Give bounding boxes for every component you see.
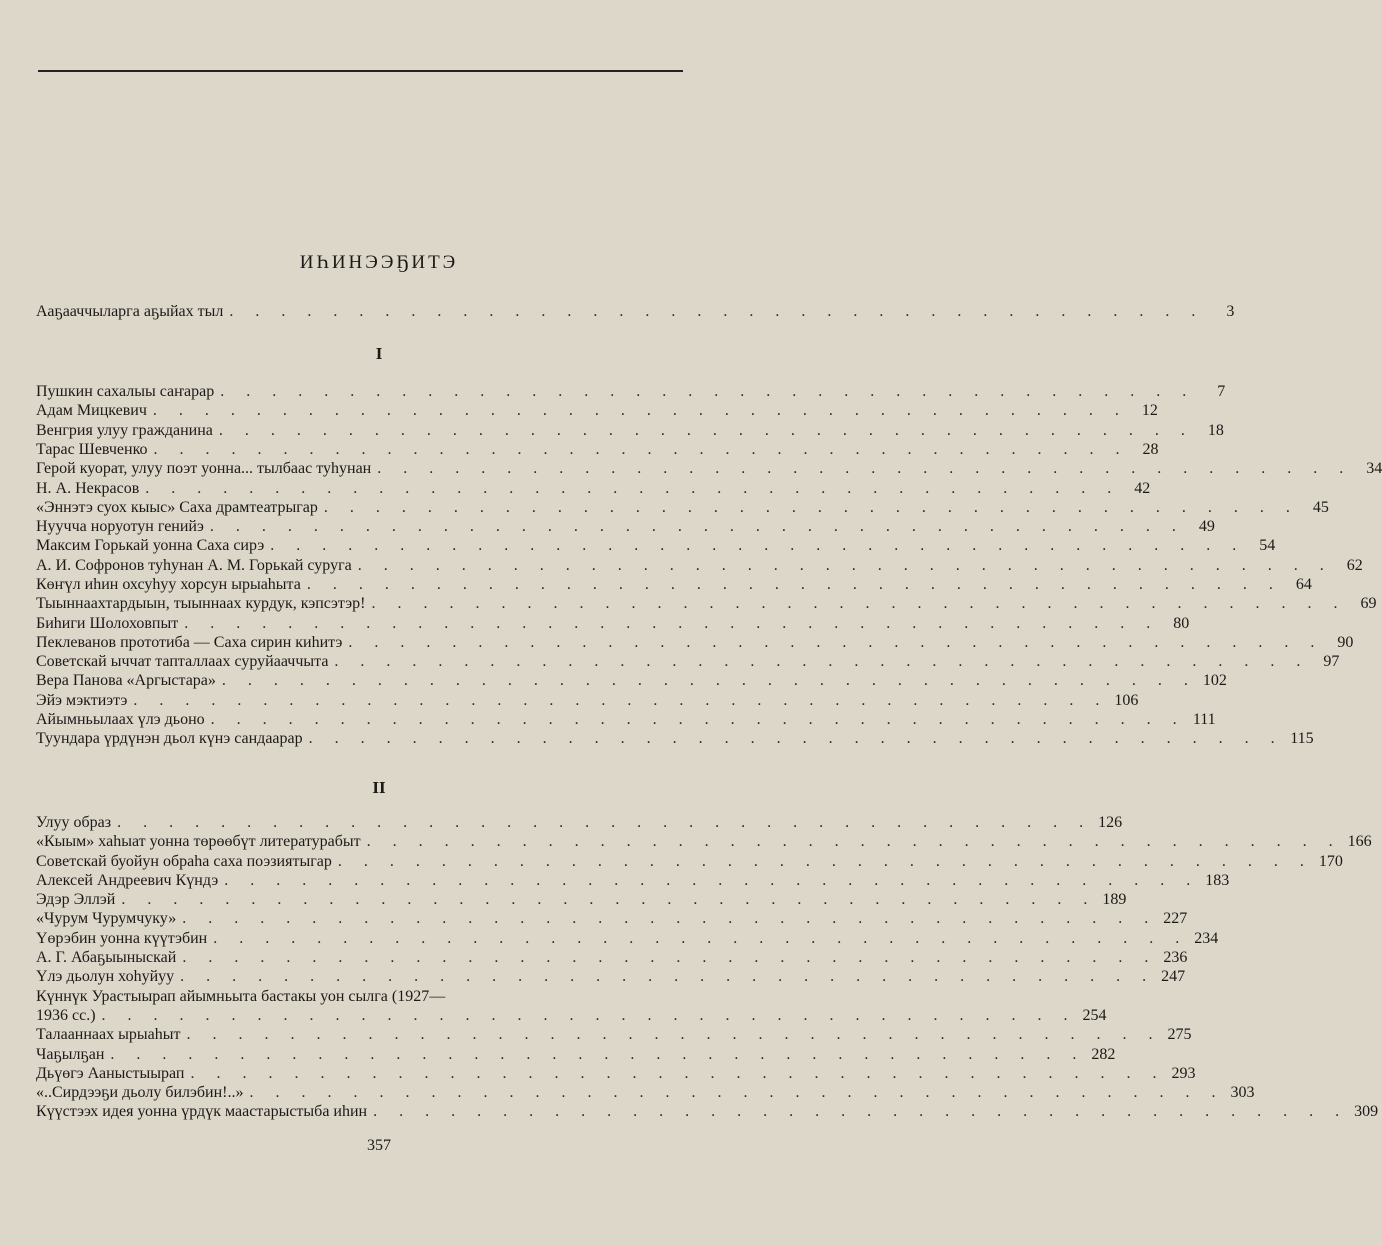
toc-entry [36,556,1363,576]
toc-entry-page: 28 [1142,441,1159,458]
toc-entry-page: 12 [1141,402,1158,419]
toc-entry-page: 3 [1226,303,1235,320]
toc-entry-page: 90 [1337,634,1354,651]
toc-entry [36,652,1340,672]
toc-entry-title: Үлэ дьолун хоһуйуу [36,968,175,985]
toc-entry-page: 227 [1163,910,1188,927]
toc-entry [36,421,1224,441]
toc-entry-page: 49 [1198,518,1215,535]
toc-entry [36,1102,1379,1122]
toc-entry-page: 126 [1098,814,1123,831]
toc-entry [36,890,1127,910]
dot-leader: . . . . . . . . . . . . . . . . . . . . . . . . . . . . . . . . . . . . . . [182,949,1158,966]
toc-entry [36,614,1190,634]
toc-entry-page: 303 [1230,1084,1255,1101]
dot-leader: . . . . . . . . . . . . . . . . . . . . . . . . . . . . . . . . . . . . . . [213,930,1189,947]
toc-entry-title: «..Сирдээҕи дьолу билэбин!..» [36,1084,244,1101]
toc-entry-title: Пеклеванов прототиба — Саха сирин киһитэ [36,634,343,651]
toc-entry-page: 183 [1205,872,1230,889]
dot-leader: . . . . . . . . . . . . . . . . . . . . . . . . . . . . . . . . . . . . . . [220,383,1196,400]
toc-entry-page: 247 [1161,968,1186,985]
toc-entry [36,1025,1192,1045]
dot-leader: . . . . . . . . . . . . . . . . . . . . . . . . . . . . . . . . . . . . . . [117,814,1093,831]
toc-entry [36,536,1276,556]
dot-leader: . . . . . . . . . . . . . . . . . . . . . . . . . . . . . . . . . . . . . . [371,595,1347,612]
toc-entry-page: 236 [1163,949,1188,966]
toc-entry-title: Алексей Андреевич Күндэ [36,872,219,889]
toc-entry-page: 170 [1318,853,1343,870]
toc-entry [36,440,1159,460]
dot-leader: . . . . . . . . . . . . . . . . . . . . . . . . . . . . . . . . . . . . . . [357,557,1333,574]
toc-entry-title: Советскай буойун обраһа саха поэзиятыгар [36,853,332,870]
dot-leader: . . . . . . . . . . . . . . . . . . . . . . . . . . . . . . . . . . . . . . [334,653,1310,670]
toc-entry-title: Көҥүл иһин охсуһуу хорсун ырыаһыта [36,576,301,593]
toc-entry-page: 62 [1346,557,1363,574]
toc-entry-page: 18 [1207,422,1224,439]
toc-entry-title: Күүстээх идея уонна үрдүк маастарыстыба иһин [36,1103,368,1120]
toc-entry-title: Дьүөгэ Ааныстыырап [36,1065,185,1082]
toc-entry-title: Вера Панова «Аргыстара» [36,672,216,689]
toc-entry-page: 293 [1171,1065,1196,1082]
section-numeral: II [372,778,386,797]
toc-entry-page: 45 [1312,499,1329,516]
top-rule [38,70,683,72]
toc-entry [36,575,1312,595]
dot-leader: . . . . . . . . . . . . . . . . . . . . . . . . . . . . . . . . . . . . . . [180,968,1156,985]
toc-entry-page: 34 [1366,460,1382,477]
toc-entry-page: 54 [1259,537,1276,554]
toc-entry-page: 80 [1173,615,1190,632]
toc-entry-title: Улуу образ [36,814,112,831]
dot-leader: . . . . . . . . . . . . . . . . . . . . . . . . . . . . . . . . . . . . . . [145,480,1121,497]
toc-entry [36,594,1377,614]
toc-entry [36,401,1158,421]
toc-entry [36,852,1343,872]
toc-entry-page: 69 [1360,595,1377,612]
dot-leader: . . . . . . . . . . . . . . . . . . . . . . . . . . . . . . . . . . . . . . [110,1046,1086,1063]
dot-leader: . . . . . . . . . . . . . . . . . . . . . . . . . . . . . . . . . . . . . . [249,1084,1225,1101]
toc-entry [36,729,1314,749]
toc-entry [36,302,1235,322]
toc-entry [36,948,1188,968]
dot-leader: . . . . . . . . . . . . . . . . . . . . . . . . . . . . . . . . . . . . . . [221,672,1197,689]
toc-entry-title: Эдэр Эллэй [36,891,116,908]
toc-entry-page: 42 [1134,480,1151,497]
toc-entry-title: Нуучча норуотун генийэ [36,518,204,535]
toc-entry [36,691,1139,711]
toc-entry-title: Максим Горькай уонна Саха сирэ [36,537,265,554]
dot-leader: . . . . . . . . . . . . . . . . . . . . . . . . . . . . . . . . . . . . . . [366,833,1342,850]
toc-entry-title: Күннүк Урастыырап айымньыта бастакы уон сылга (1927— [36,988,446,1005]
toc-entry [36,909,1188,929]
toc-entry-page: 282 [1091,1046,1116,1063]
toc-entry [36,517,1215,537]
dot-leader: . . . . . . . . . . . . . . . . . . . . . . . . . . . . . . . . . . . . . . [270,537,1246,554]
toc-entry [36,967,1186,987]
toc-entry-title: Пушкин сахалыы саҥарар [36,383,215,400]
dot-leader: . . . . . . . . . . . . . . . . . . . . . . . . . . . . . . . . . . . . . . [373,1103,1349,1120]
dot-leader: . . . . . . . . . . . . . . . . . . . . . . . . . . . . . . . . . . . . . . [152,402,1128,419]
toc-entry [36,710,1216,730]
toc-entry-title: Н. А. Некрасов [36,480,140,497]
toc-entry-page: 111 [1192,711,1216,728]
toc-entry-page: 115 [1290,730,1314,747]
dot-leader: . . . . . . . . . . . . . . . . . . . . . . . . . . . . . . . . . . . . . . [182,910,1158,927]
toc-entry-page: 97 [1323,653,1340,670]
dot-leader: . . . . . . . . . . . . . . . . . . . . . . . . . . . . . . . . . . . . . . [229,303,1205,320]
toc-entry-title: А. Г. Абаҕыыныскай [36,949,177,966]
toc-entry-title: Герой куорат, улуу поэт уонна... тылбаас туһунан [36,460,372,477]
dot-leader: . . . . . . . . . . . . . . . . . . . . . . . . . . . . . . . . . . . . . . [224,872,1200,889]
toc-entry-title: Эйэ мэктиэтэ [36,692,128,709]
toc-entry [36,633,1354,653]
dot-leader: . . . . . . . . . . . . . . . . . . . . . . . . . . . . . . . . . . . . . . [101,1007,1077,1024]
toc-entry-page: 64 [1295,576,1312,593]
toc-entry [36,813,1123,833]
dot-leader: . . . . . . . . . . . . . . . . . . . . . . . . . . . . . . . . . . . . . . [133,692,1109,709]
toc-entry [36,1045,1116,1065]
dot-leader: . . . . . . . . . . . . . . . . . . . . . . . . . . . . . . . . . . . . . . [308,730,1284,747]
toc-entry [36,871,1230,891]
dot-leader: . . . . . . . . . . . . . . . . . . . . . . . . . . . . . . . . . . . . . . [377,460,1353,477]
dot-leader: . . . . . . . . . . . . . . . . . . . . . . . . . . . . . . . . . . . . . . [306,576,1282,593]
toc-entry-title: А. И. Софронов туһунан А. М. Горькай суруга [36,557,352,574]
toc-entry-page: 254 [1082,1007,1107,1024]
toc-entry-title: «Кыым» хаһыат уонна төрөөбүт литературабыт [36,833,361,850]
toc-entry [36,832,1372,852]
dot-leader: . . . . . . . . . . . . . . . . . . . . . . . . . . . . . . . . . . . . . . [184,615,1160,632]
toc-entry-title: 1936 сс.) [36,1007,96,1024]
toc-entry-title: Туундара үрдүнэн дьол күнэ сандаарар [36,730,303,747]
dot-leader: . . . . . . . . . . . . . . . . . . . . . . . . . . . . . . . . . . . . . . [218,422,1194,439]
toc-entry-title: Биһиги Шолоховпыт [36,615,179,632]
toc-entry [36,671,1227,691]
toc-entry [36,1064,1196,1084]
toc-entry-page: 189 [1102,891,1127,908]
dot-leader: . . . . . . . . . . . . . . . . . . . . . . . . . . . . . . . . . . . . . . [121,891,1097,908]
toc-entry-page: 309 [1354,1103,1379,1120]
toc-entry [36,479,1151,499]
toc-entry-page: 102 [1202,672,1227,689]
toc-entry-title: Ааҕааччыларга аҕыйах тыл [36,303,224,320]
toc-entry [36,498,1329,518]
toc-entry-title: «Чурум Чурумчуку» [36,910,177,927]
dot-leader: . . . . . . . . . . . . . . . . . . . . . . . . . . . . . . . . . . . . . . [210,711,1186,728]
toc-entry-title: Адам Мицкевич [36,402,147,419]
toc-entry-page: 7 [1217,383,1226,400]
toc-entry-title: «Эннэтэ суох кыыс» Саха драмтеатрыгар [36,499,318,516]
toc-entry-title: Советскай ыччат тапталлаах суруйааччыта [36,653,329,670]
dot-leader: . . . . . . . . . . . . . . . . . . . . . . . . . . . . . . . . . . . . . . [153,441,1129,458]
toc-entry-title: Талааннаах ырыаһыт [36,1026,181,1043]
dot-leader: . . . . . . . . . . . . . . . . . . . . . . . . . . . . . . . . . . . . . . [190,1065,1166,1082]
toc-entry [36,1083,1255,1103]
toc-entry [36,929,1219,949]
toc-entry-page: 166 [1347,833,1372,850]
toc-entry [36,382,1226,402]
toc-entry-title: Үөрэбин уонна күүтэбин [36,930,208,947]
dot-leader: . . . . . . . . . . . . . . . . . . . . . . . . . . . . . . . . . . . . . . [348,634,1324,651]
toc-entry-page: 234 [1194,930,1219,947]
section-numeral: I [375,344,383,363]
toc-entry [36,459,1382,479]
toc-entry-title: Айымньылаах үлэ дьоно [36,711,205,728]
toc-entry-title: Чаҕылҕан [36,1046,105,1063]
dot-leader: . . . . . . . . . . . . . . . . . . . . . . . . . . . . . . . . . . . . . . [209,518,1185,535]
toc-entry-title: Тарас Шевченко [36,441,148,458]
toc-entry-title: Венгрия улуу гражданина [36,422,213,439]
toc-entry-title: Тыыннаахтардыын, тыыннаах курдук, кэпсэтэр! [36,595,366,612]
dot-leader: . . . . . . . . . . . . . . . . . . . . . . . . . . . . . . . . . . . . . . [337,853,1313,870]
dot-leader: . . . . . . . . . . . . . . . . . . . . . . . . . . . . . . . . . . . . . . [323,499,1299,516]
toc-entry-page: 106 [1114,692,1139,709]
dot-leader: . . . . . . . . . . . . . . . . . . . . . . . . . . . . . . . . . . . . . . [186,1026,1162,1043]
toc-entry-page: 275 [1167,1026,1192,1043]
toc-entry [36,1006,1107,1026]
page-number: 357 [367,1137,391,1154]
contents-heading: ИҺИНЭЭҔИТЭ [299,252,459,273]
